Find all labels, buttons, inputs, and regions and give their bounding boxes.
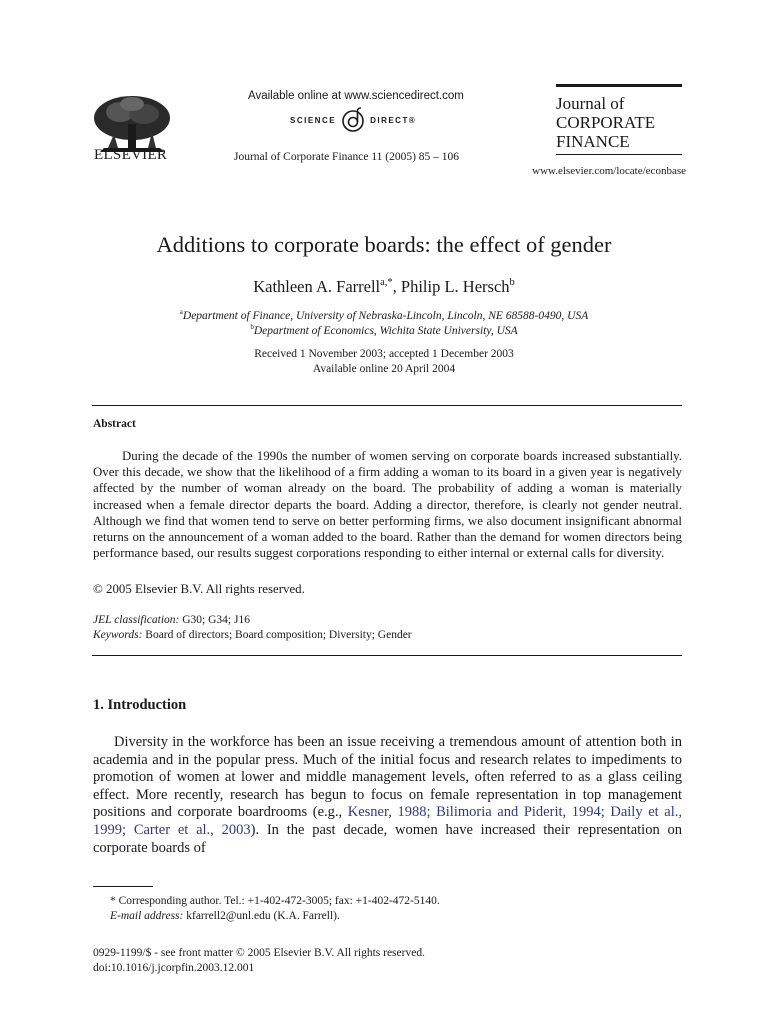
abstract-heading: Abstract xyxy=(93,418,136,430)
affiliation-text: Department of Finance, University of Nebraska-Lincoln, Lincoln, NE 68588-0490, USA xyxy=(182,310,589,322)
abstract-copyright: © 2005 Elsevier B.V. All rights reserved. xyxy=(93,582,305,596)
publisher-name: ELSEVIER xyxy=(94,147,168,163)
citation-links[interactable]: Kesner, 1988; Bilimoria and Piderit, 1994; Daily et al., 1999; Carter et al., 2003 xyxy=(93,804,682,838)
abstract-text: During the decade of the 1990s the number of women serving on corporate boards increased substantially. Over this decade, we show that the likelihood of a firm adding a woman to its board in a given year is negatively affected by the number of woman already on the board. The probability of adding a woman is materially increased when a female director departs the board. Adding a director, therefore, is clearly not gender neutral. Although we find that women tend to serve on better performing firms, we also document insignificant abnormal returns on the announcement of a woman added to the board. Rather than the demand for women directors being performance based, our results suggest corporations responding to either internal or external calls for diversity. xyxy=(93,449,682,561)
jel-classification xyxy=(93,614,250,626)
affiliation-mark: b xyxy=(250,323,254,331)
sciencedirect-logo xyxy=(290,106,416,134)
keywords xyxy=(93,629,412,641)
introduction-body xyxy=(93,734,682,857)
section-heading: 1. Introduction xyxy=(93,697,187,713)
available-date: Available online 20 April 2004 xyxy=(312,363,456,375)
article-title: Additions to corporate boards: the effect of gender xyxy=(156,232,612,257)
author-marks: a,* xyxy=(380,277,393,288)
doi-link[interactable]: doi:10.1016/j.jcorpfin.2003.12.001 xyxy=(93,962,255,974)
affiliation xyxy=(0,310,768,322)
author-list xyxy=(0,277,768,297)
author-name: Philip L. Hersch xyxy=(400,277,510,296)
jel-label: JEL classification: xyxy=(93,614,180,626)
issn-line: 0929-1199/$ - see front matter © 2005 Elsevier B.V. All rights reserved. xyxy=(93,947,425,959)
jel-codes: G30; G34; J16 xyxy=(179,614,250,626)
journal-logo-line: FINANCE xyxy=(556,132,630,151)
author-separator: , xyxy=(392,277,401,296)
sciencedirect-left: SCIENCE xyxy=(290,115,337,125)
footnote-rule xyxy=(93,886,153,887)
received-dates: Received 1 November 2003; accepted 1 December 2003 xyxy=(254,348,514,360)
journal-logo-line: CORPORATE xyxy=(556,113,656,132)
divider xyxy=(92,655,682,656)
abstract-body xyxy=(93,448,682,561)
intro-text: Diversity in the workforce has been an issue receiving a tremendous amount of attention both in academia and in the popular press. Much of the initial focus and research relates to impediments to promotion of women at lower and middle management levels, often referred to as a glass ceiling effect. More recently, research has begun to focus on female representation in top management positions and corporate boardrooms (e.g., xyxy=(93,734,682,821)
keywords-label: Keywords: xyxy=(93,629,143,641)
journal-logo xyxy=(556,84,682,151)
affiliation-mark: a xyxy=(179,308,183,316)
author-marks: b xyxy=(509,277,515,288)
email-label: E-mail address: xyxy=(110,910,184,922)
keywords-values: Board of directors; Board composition; Diversity; Gender xyxy=(142,629,412,641)
introduction-paragraph xyxy=(93,734,682,857)
journal-url-link[interactable]: www.elsevier.com/locate/econbase xyxy=(532,165,686,177)
email-value[interactable]: kfarrell2@unl.edu (K.A. Farrell). xyxy=(183,910,340,922)
email-note xyxy=(110,910,340,922)
journal-logo-line: Journal of xyxy=(556,94,625,113)
journal-logo-rule xyxy=(556,154,682,155)
intro-text: ). In the past decade, women have increased their representation on corporate boards of xyxy=(93,821,682,856)
divider xyxy=(92,405,682,406)
journal-reference: Journal of Corporate Finance 11 (2005) 85 – 106 xyxy=(234,151,460,163)
sciencedirect-d-icon xyxy=(340,107,366,133)
corresponding-author-note: * Corresponding author. Tel.: +1-402-472-3005; fax: +1-402-472-5140. xyxy=(110,895,440,907)
sciencedirect-right: DIRECT® xyxy=(370,115,417,125)
affiliation xyxy=(0,325,768,337)
author-name: Kathleen A. Farrell xyxy=(253,277,381,296)
available-online-text: Available online at www.sciencedirect.com xyxy=(248,90,464,102)
affiliation-text: Department of Economics, Wichita State University, USA xyxy=(253,325,518,337)
